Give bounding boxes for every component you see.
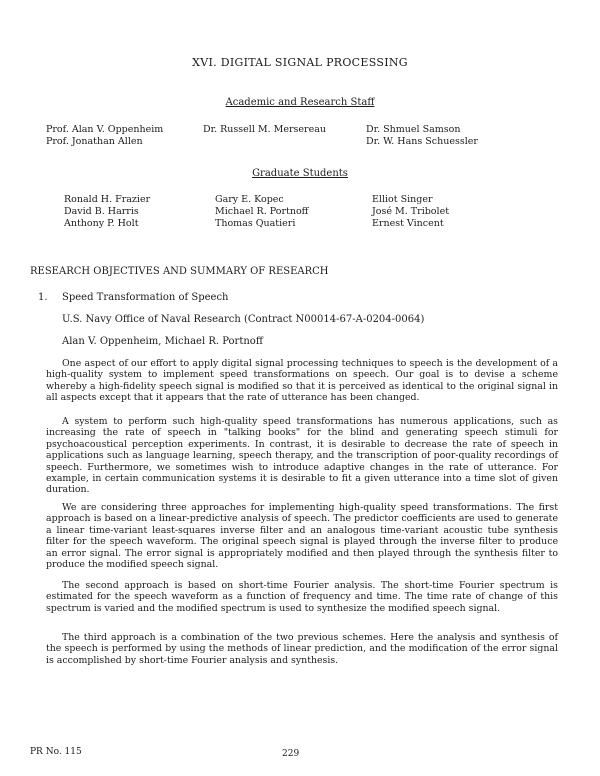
paragraph: A system to perform such high-quality speed transformations has numerous applications, such as increasing the rate of speech in "talking books" for the blind and generating speech stimuli for psychoacoustical perception experiments. In contrast, it is desirable to decrease the rate of speech in applications such as language learning, speech therapy, and the transcription of poor-quality recordings of speech. Furthermore, we sometimes wish to introduce adaptive changes in the rate of utterance. For example, in certain communication systems it is desirable to fit a given utterance into a time slot of given duration. xyxy=(46,416,558,496)
subsection-title: Speed Transformation of Speech xyxy=(62,292,229,303)
student-name: Elliot Singer xyxy=(372,194,433,205)
staff-name: Prof. Alan V. Oppenheim xyxy=(46,124,164,135)
staff-column-3 xyxy=(366,124,478,148)
student-name: Michael R. Portnoff xyxy=(215,206,309,217)
sponsor-line: U.S. Navy Office of Naval Research (Contract N00014-67-A-0204-0064) xyxy=(62,314,425,325)
student-name: José M. Tribolet xyxy=(372,206,450,217)
student-name: Gary E. Kopec xyxy=(215,194,284,205)
student-name: Thomas Quatieri xyxy=(215,218,296,229)
staff-name: Dr. Russell M. Mersereau xyxy=(203,124,326,135)
students-column-2 xyxy=(215,194,308,230)
staff-column-1 xyxy=(46,124,163,148)
students-heading: Graduate Students xyxy=(252,168,348,179)
paragraph: One aspect of our effort to apply digital signal processing techniques to speech is the development of a high-quality system to implement speed transformations on speech. Our goal is to devise a scheme whereby a high-fidelity speech signal is modified so that it is perceived as identical to the original signal in all aspects except that it appears that the rate of utterance has been changed. xyxy=(46,358,558,404)
students-column-3 xyxy=(372,194,449,230)
section-heading: RESEARCH OBJECTIVES AND SUMMARY OF RESEARCH xyxy=(30,266,329,277)
staff-column-2 xyxy=(203,124,326,136)
report-number: PR No. 115 xyxy=(30,747,82,757)
staff-heading: Academic and Research Staff xyxy=(225,97,375,108)
page-number: 229 xyxy=(282,749,300,759)
subsection-number: 1. xyxy=(38,292,48,303)
student-name: David B. Harris xyxy=(64,206,139,217)
students-column-1 xyxy=(64,194,150,230)
paragraph: The second approach is based on short-time Fourier analysis. The short-time Fourier spectrum is estimated for the speech waveform as a function of frequency and time. The time rate of change of this spectrum is varied and the modified spectrum is used to synthesize the modified speech signal. xyxy=(46,580,558,614)
staff-name: Dr. Shmuel Samson xyxy=(366,124,461,135)
staff-name: Dr. W. Hans Schuessler xyxy=(366,136,478,147)
chapter-title: XVI. DIGITAL SIGNAL PROCESSING xyxy=(192,56,408,69)
paragraph: The third approach is a combination of the two previous schemes. Here the analysis and synthesis of the speech is performed by using the methods of linear prediction, and the modification of the error signal is accomplished by short-time Fourier analysis and synthesis. xyxy=(46,632,558,666)
authors-line: Alan V. Oppenheim, Michael R. Portnoff xyxy=(62,336,263,347)
student-name: Ronald H. Frazier xyxy=(64,194,151,205)
staff-name: Prof. Jonathan Allen xyxy=(46,136,143,147)
student-name: Anthony P. Holt xyxy=(64,218,139,229)
paragraph: We are considering three approaches for implementing high-quality speed transformations. The first approach is based on a linear-predictive analysis of speech. The predictor coefficients are used to generate a linear time-variant least-squares inverse filter and an analogous time-variant acoustic tube synthesis filter for the speech waveform. The original speech signal is played through the inverse filter to produce an error signal. The error signal is appropriately modified and then played through the synthesis filter to produce the modified speech signal. xyxy=(46,502,558,571)
student-name: Ernest Vincent xyxy=(372,218,444,229)
